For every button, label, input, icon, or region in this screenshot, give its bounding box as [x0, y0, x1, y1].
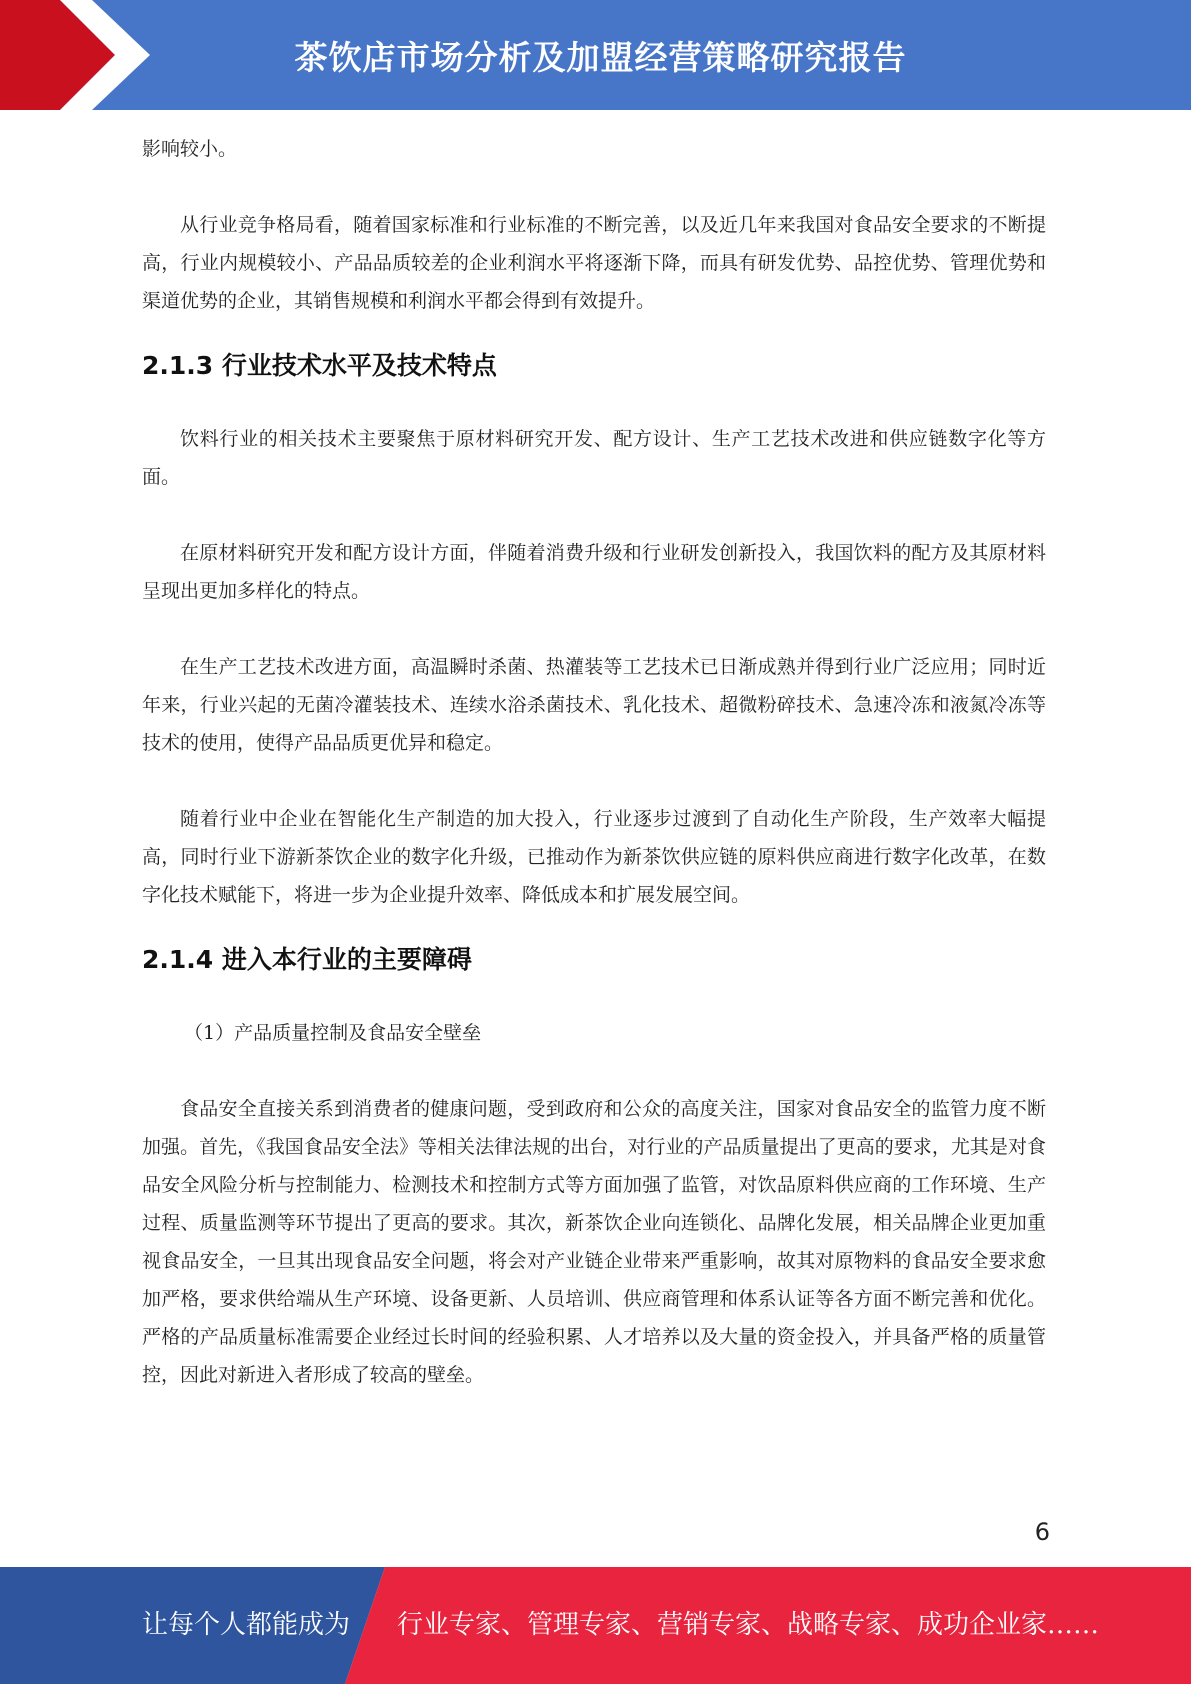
paragraph-tech-focus: 饮料行业的相关技术主要聚焦于原材料研究开发、配方设计、生产工艺技术改进和供应链数字化等方面。: [142, 428, 1046, 488]
paragraph-digital: 随着行业中企业在智能化生产制造的加大投入，行业逐步过渡到了自动化生产阶段，生产效率大幅提高，同时行业下游新茶饮企业的数字化升级，已推动作为新茶饮供应链的原料供应商进行数字化改革，在数字化技术赋能下，将进一步为企业提升效率、降低成本和扩展发展空间。: [142, 808, 1046, 906]
page-content: [142, 130, 1046, 1394]
subheading-quality-barrier: （1）产品质量控制及食品安全壁垒: [184, 1022, 482, 1044]
paragraph-continued: 影响较小。: [142, 138, 238, 160]
page-footer: [0, 1567, 1191, 1684]
paragraph-materials: 在原材料研究开发和配方设计方面，伴随着消费升级和行业研发创新投入，我国饮料的配方及其原材料呈现出更加多样化的特点。: [142, 542, 1046, 602]
report-title: 茶饮店市场分析及加盟经营策略研究报告: [294, 37, 907, 77]
section-heading-2-1-4: 2.1.4 进入本行业的主要障碍: [142, 945, 472, 974]
page-header: [0, 0, 1191, 110]
paragraph-process: 在生产工艺技术改进方面，高温瞬时杀菌、热灌装等工艺技术已日渐成熟并得到行业广泛应用；同时近年来，行业兴起的无菌冷灌装技术、连续水浴杀菌技术、乳化技术、超微粉碎技术、急速冷冻和液氮冷冻等技术的使用，使得产品品质更优异和稳定。: [142, 656, 1046, 754]
paragraph-competition: 从行业竞争格局看，随着国家标准和行业标准的不断完善，以及近几年来我国对食品安全要求的不断提高，行业内规模较小、产品品质较差的企业利润水平将逐渐下降，而具有研发优势、品控优势、管理优势和渠道优势的企业，其销售规模和利润水平都会得到有效提升。: [142, 214, 1046, 312]
paragraph-food-safety: 食品安全直接关系到消费者的健康问题，受到政府和公众的高度关注，国家对食品安全的监管力度不断加强。首先，《我国食品安全法》等相关法律法规的出台，对行业的产品质量提出了更高的要求，尤其是对食品安全风险分析与控制能力、检测技术和控制方式等方面加强了监管，对饮品原料供应商的工作环境、生产过程、质量监测等环节提出了更高的要求。其次，新茶饮企业向连锁化、品牌化发展，相关品牌企业更加重视食品安全，一旦其出现食品安全问题，将会对产业链企业带来严重影响，故其对原物料的食品安全要求愈加严格，要求供给端从生产环境、设备更新、人员培训、供应商管理和体系认证等各方面不断完善和优化。严格的产品质量标准需要企业经过长时间的经验积累、人才培养以及大量的资金投入，并具备严格的质量管控，因此对新进入者形成了较高的壁垒。: [142, 1098, 1046, 1386]
section-heading-2-1-3: 2.1.3 行业技术水平及技术特点: [142, 351, 497, 380]
footer-slogan-right: 行业专家、管理专家、营销专家、战略专家、成功企业家……: [397, 1610, 1100, 1640]
page-number: 6: [1034, 1518, 1050, 1546]
footer-slogan-left: 让每个人都能成为: [142, 1610, 351, 1640]
